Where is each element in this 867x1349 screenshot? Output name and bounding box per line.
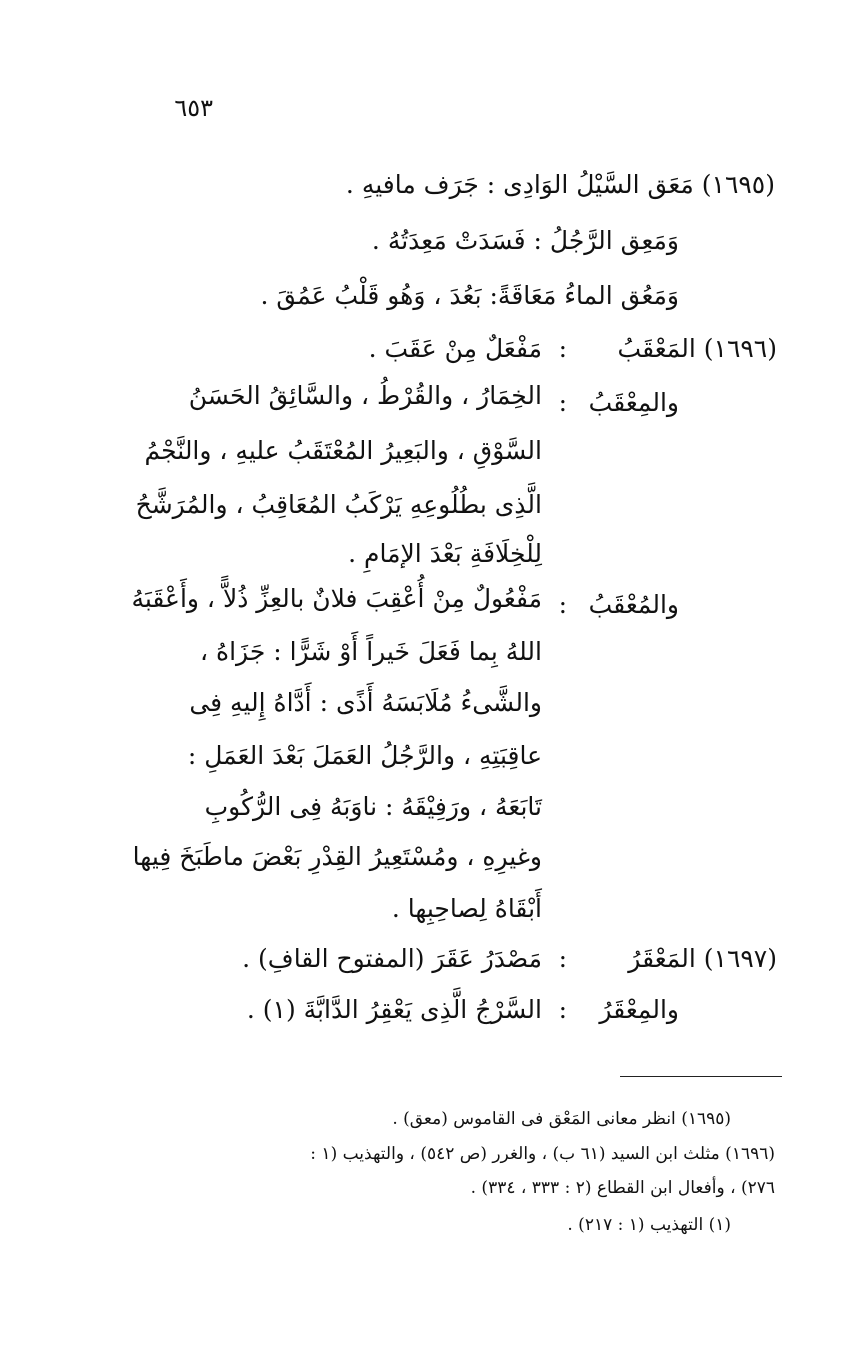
entry-1696-sub2: والمِعْقَبُ xyxy=(588,388,679,417)
entry-1696-sub3: والمُعْقَبُ xyxy=(588,590,679,619)
entry-1696-def-c-line: وغيرِهِ ، ومُسْتَعِيرُ القِدْرِ بَعْضَ ماطَبَخَ فِيها xyxy=(132,842,542,871)
page-number: ٦٥٣ xyxy=(174,94,213,122)
entry-1696-def-c-line: مَفْعُولٌ مِنْ أُعْقِبَ فلانٌ بالعِزِّ ذُلاًّ ، وأَعْقَبَهُ xyxy=(131,584,542,613)
entry-1697-sub2: والمِعْقَرُ xyxy=(599,995,679,1024)
entry-1695-line1: (١٦٩٥) مَعَق السَّيْلُ الوَادِى : جَرَف مافيهِ . xyxy=(345,170,775,199)
entry-1697-def-a: مَصْدَرُ عَقَرَ (المفتوح القافِ) . xyxy=(242,944,542,973)
entry-1697-head: (١٦٩٧) المَعْقَرُ xyxy=(628,944,777,973)
entry-1696-def-c-line: عاقِبَتِهِ ، والرَّجُلُ العَمَلَ بَعْدَ العَمَلِ : xyxy=(187,741,542,770)
footnote-divider xyxy=(620,1076,782,1077)
entry-colon: : xyxy=(558,388,567,417)
entry-colon: : xyxy=(558,944,567,973)
entry-colon: : xyxy=(558,995,567,1024)
entry-colon: : xyxy=(558,334,567,363)
entry-1696-head: (١٦٩٦) المَعْقَبُ xyxy=(617,334,777,363)
entry-1696-def-b-line: السَّوْقِ ، والبَعِيرُ المُعْتَقَبُ عليهِ ، والنَّجْمُ xyxy=(144,436,542,465)
entry-1695-line2: وَمَعِق الرَّجُلُ : فَسَدَتْ مَعِدَتُهُ . xyxy=(371,226,679,255)
entry-1696-def-b-line: لِلْخِلَافَةِ بَعْدَ الإمَامِ . xyxy=(348,539,542,568)
entry-1695-line3: وَمَعُق الماءُ مَعَاقَةً: بَعُدَ ، وَهُو قَلْبُ عَمُقَ . xyxy=(260,281,679,310)
entry-1696-def-b-line: الخِمَارُ ، والقُرْطُ ، والسَّائِقُ الحَسَنُ xyxy=(188,381,542,410)
entry-1696-def-a: مَفْعَلٌ مِنْ عَقَبَ . xyxy=(368,334,542,363)
footnote-1: (١) التهذيب (١ : ٢١٧) . xyxy=(567,1215,731,1235)
entry-colon: : xyxy=(558,590,567,619)
footnote-1696-line1: (١٦٩٦) مثلث ابن السيد (٦١ ب) ، والغرر (ص ٥٤٢) ، والتهذيب (١ : xyxy=(310,1144,775,1164)
footnote-1696-line2: ٢٧٦) ، وأفعال ابن القطاع (٢ : ٣٣٣ ، ٣٣٤) . xyxy=(470,1178,775,1198)
entry-1696-def-b-line: الَّذِى بطُلُوعِهِ يَرْكَبُ المُعَاقِبُ ، والمُرَشَّحُ xyxy=(135,490,542,519)
entry-1696-def-c-line: والشَّىءُ مُلَابَسَهُ أَذًى : أَدَّاهُ إِليهِ فِى xyxy=(189,688,542,717)
entry-1696-def-c-line: أَبْقَاهُ لِصاحِبِها . xyxy=(391,894,542,923)
entry-1696-def-c-line: اللهُ بِما فَعَلَ خَيراً أَوْ شَرًّا : جَزَاهُ ، xyxy=(199,637,542,666)
footnote-1695: (١٦٩٥) انظر معانى المَعْق فى القاموس (معق) . xyxy=(392,1109,731,1129)
entry-1697-def-b: السَّرْجُ الَّذِى يَعْقِرُ الدَّابَّةَ (١) . xyxy=(246,995,542,1024)
entry-1696-def-c-line: تَابَعَهُ ، ورَفِيْقَهُ : ناوَبَهُ فِى الرُّكُوبِ xyxy=(204,792,542,821)
